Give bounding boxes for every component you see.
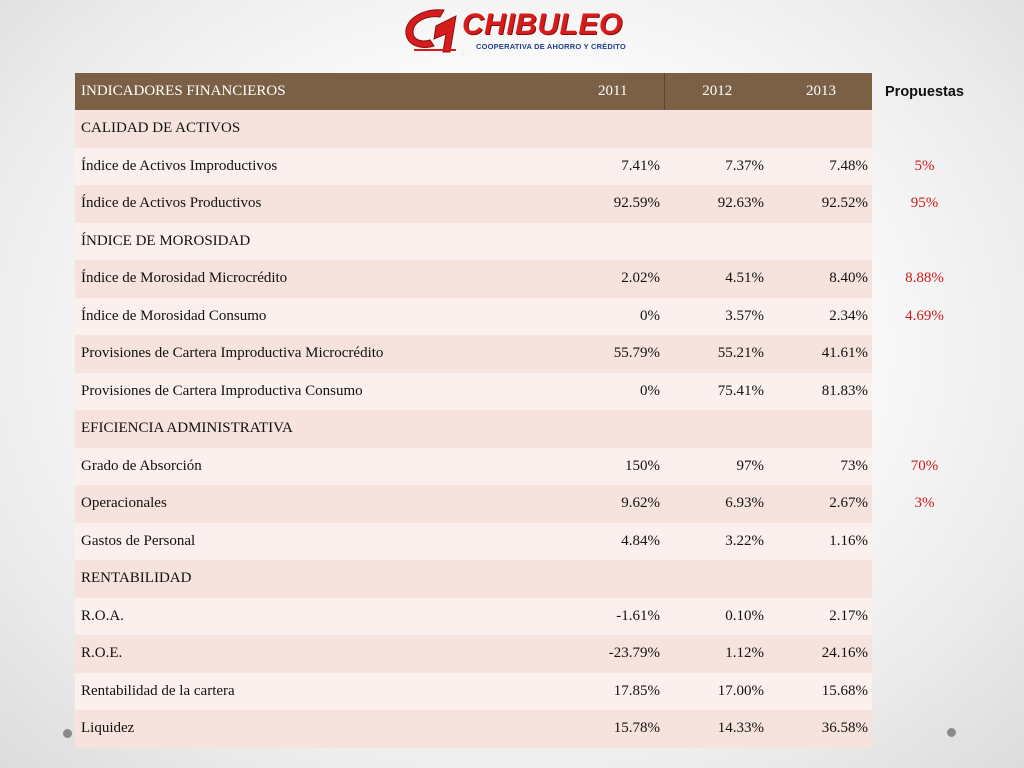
row-label: R.O.E.	[75, 635, 560, 673]
row-value-2013: 1.16%	[768, 523, 872, 561]
table-row	[75, 223, 975, 261]
row-value-2012: 6.93%	[664, 485, 768, 523]
row-proposal	[872, 410, 975, 448]
row-value-2013: 24.16%	[768, 635, 872, 673]
row-value-2011: 15.78%	[560, 710, 664, 748]
row-value-2011	[560, 223, 664, 261]
header-year-2011: 2011	[560, 73, 664, 110]
row-label: Rentabilidad de la cartera	[75, 673, 560, 711]
table-row	[75, 410, 975, 448]
row-value-2012: 92.63%	[664, 185, 768, 223]
financial-indicators-table	[75, 73, 975, 748]
row-proposal: 8.88%	[905, 270, 944, 287]
row-value-2012: 55.21%	[664, 335, 768, 373]
table-row	[75, 110, 975, 148]
row-proposal: 5%	[914, 157, 935, 174]
row-label: Índice de Activos Improductivos	[75, 148, 560, 186]
row-value-2012: 3.22%	[664, 523, 768, 561]
row-value-2013	[768, 560, 872, 598]
table-row	[75, 673, 975, 711]
row-value-2011: 4.84%	[560, 523, 664, 561]
row-value-2011: 0%	[560, 373, 664, 411]
logo-emblem-icon	[400, 6, 466, 56]
row-proposal	[872, 373, 975, 411]
row-label: Índice de Activos Productivos	[75, 185, 560, 223]
row-value-2013	[768, 223, 872, 261]
row-value-2013: 8.40%	[768, 260, 872, 298]
row-label: Índice de Morosidad Microcrédito	[75, 260, 560, 298]
slide-decoration-dot-left	[63, 729, 72, 738]
row-value-2011: 150%	[560, 448, 664, 486]
row-value-2012: 4.51%	[664, 260, 768, 298]
row-value-2012	[664, 410, 768, 448]
row-value-2012: 3.57%	[664, 298, 768, 336]
row-value-2013: 15.68%	[768, 673, 872, 711]
row-value-2011: 2.02%	[560, 260, 664, 298]
row-value-2012: 14.33%	[664, 710, 768, 748]
row-value-2013: 92.52%	[768, 185, 872, 223]
row-value-2011: 0%	[560, 298, 664, 336]
row-value-2011	[560, 410, 664, 448]
row-label: Liquidez	[75, 710, 560, 748]
table-row	[75, 710, 975, 748]
header-indicators: INDICADORES FINANCIEROS	[75, 73, 560, 110]
table-row	[75, 635, 975, 673]
row-value-2011: 9.62%	[560, 485, 664, 523]
row-value-2011: 7.41%	[560, 148, 664, 186]
row-proposal	[872, 223, 975, 261]
row-label: R.O.A.	[75, 598, 560, 636]
row-value-2013: 2.17%	[768, 598, 872, 636]
row-value-2012: 97%	[664, 448, 768, 486]
row-value-2012	[664, 223, 768, 261]
row-proposal	[872, 523, 975, 561]
table-row	[75, 448, 975, 486]
row-proposal	[872, 598, 975, 636]
row-proposal	[872, 110, 975, 148]
table-row	[75, 148, 975, 186]
chibuleo-logo	[400, 6, 640, 60]
row-value-2011	[560, 560, 664, 598]
row-proposal: 95%	[910, 195, 939, 212]
row-value-2013	[768, 410, 872, 448]
row-label: RENTABILIDAD	[75, 560, 560, 598]
table-row	[75, 185, 975, 223]
row-label: Provisiones de Cartera Improductiva Microcrédito	[75, 335, 560, 373]
row-value-2011	[560, 110, 664, 148]
header-year-2012: 2012	[664, 73, 768, 110]
table-row	[75, 485, 975, 523]
row-value-2013: 7.48%	[768, 148, 872, 186]
row-proposal: 3%	[914, 495, 935, 512]
row-value-2013: 73%	[768, 448, 872, 486]
row-label: EFICIENCIA ADMINISTRATIVA	[75, 410, 560, 448]
row-proposal	[872, 635, 975, 673]
row-value-2013: 81.83%	[768, 373, 872, 411]
row-label: Gastos de Personal	[75, 523, 560, 561]
table-row	[75, 598, 975, 636]
row-value-2013: 2.34%	[768, 298, 872, 336]
row-value-2011: 55.79%	[560, 335, 664, 373]
row-value-2012: 1.12%	[664, 635, 768, 673]
row-value-2013: 2.67%	[768, 485, 872, 523]
row-value-2012	[664, 560, 768, 598]
logo-tagline: COOPERATIVA DE AHORRO Y CRÉDITO	[476, 42, 626, 51]
row-label: Provisiones de Cartera Improductiva Consumo	[75, 373, 560, 411]
table-row	[75, 298, 975, 336]
row-value-2011: 17.85%	[560, 673, 664, 711]
row-proposal: 4.69%	[905, 307, 944, 324]
header-year-2013: 2013	[768, 73, 872, 110]
row-value-2011: 92.59%	[560, 185, 664, 223]
row-value-2011: -23.79%	[560, 635, 664, 673]
row-value-2013: 36.58%	[768, 710, 872, 748]
table-row	[75, 373, 975, 411]
row-proposal	[872, 335, 975, 373]
table-row	[75, 523, 975, 561]
row-proposal	[872, 560, 975, 598]
row-proposal	[872, 710, 975, 748]
slide-decoration-dot-right	[947, 728, 956, 737]
row-value-2011: -1.61%	[560, 598, 664, 636]
row-label: CALIDAD DE ACTIVOS	[75, 110, 560, 148]
row-value-2012: 0.10%	[664, 598, 768, 636]
header-proposals: Propuestas	[885, 83, 964, 100]
table-header-row	[75, 73, 975, 110]
row-label: Grado de Absorción	[75, 448, 560, 486]
row-value-2012: 17.00%	[664, 673, 768, 711]
row-value-2012: 7.37%	[664, 148, 768, 186]
logo-brand-name: CHIBULEO	[462, 8, 623, 41]
row-value-2013: 41.61%	[768, 335, 872, 373]
row-proposal	[872, 673, 975, 711]
row-label: Operacionales	[75, 485, 560, 523]
table-row	[75, 260, 975, 298]
row-value-2012	[664, 110, 768, 148]
row-proposal: 70%	[910, 457, 939, 474]
row-value-2013	[768, 110, 872, 148]
table-row	[75, 335, 975, 373]
table-row	[75, 560, 975, 598]
row-label: ÍNDICE DE MOROSIDAD	[75, 223, 560, 261]
row-value-2012: 75.41%	[664, 373, 768, 411]
row-label: Índice de Morosidad Consumo	[75, 298, 560, 336]
